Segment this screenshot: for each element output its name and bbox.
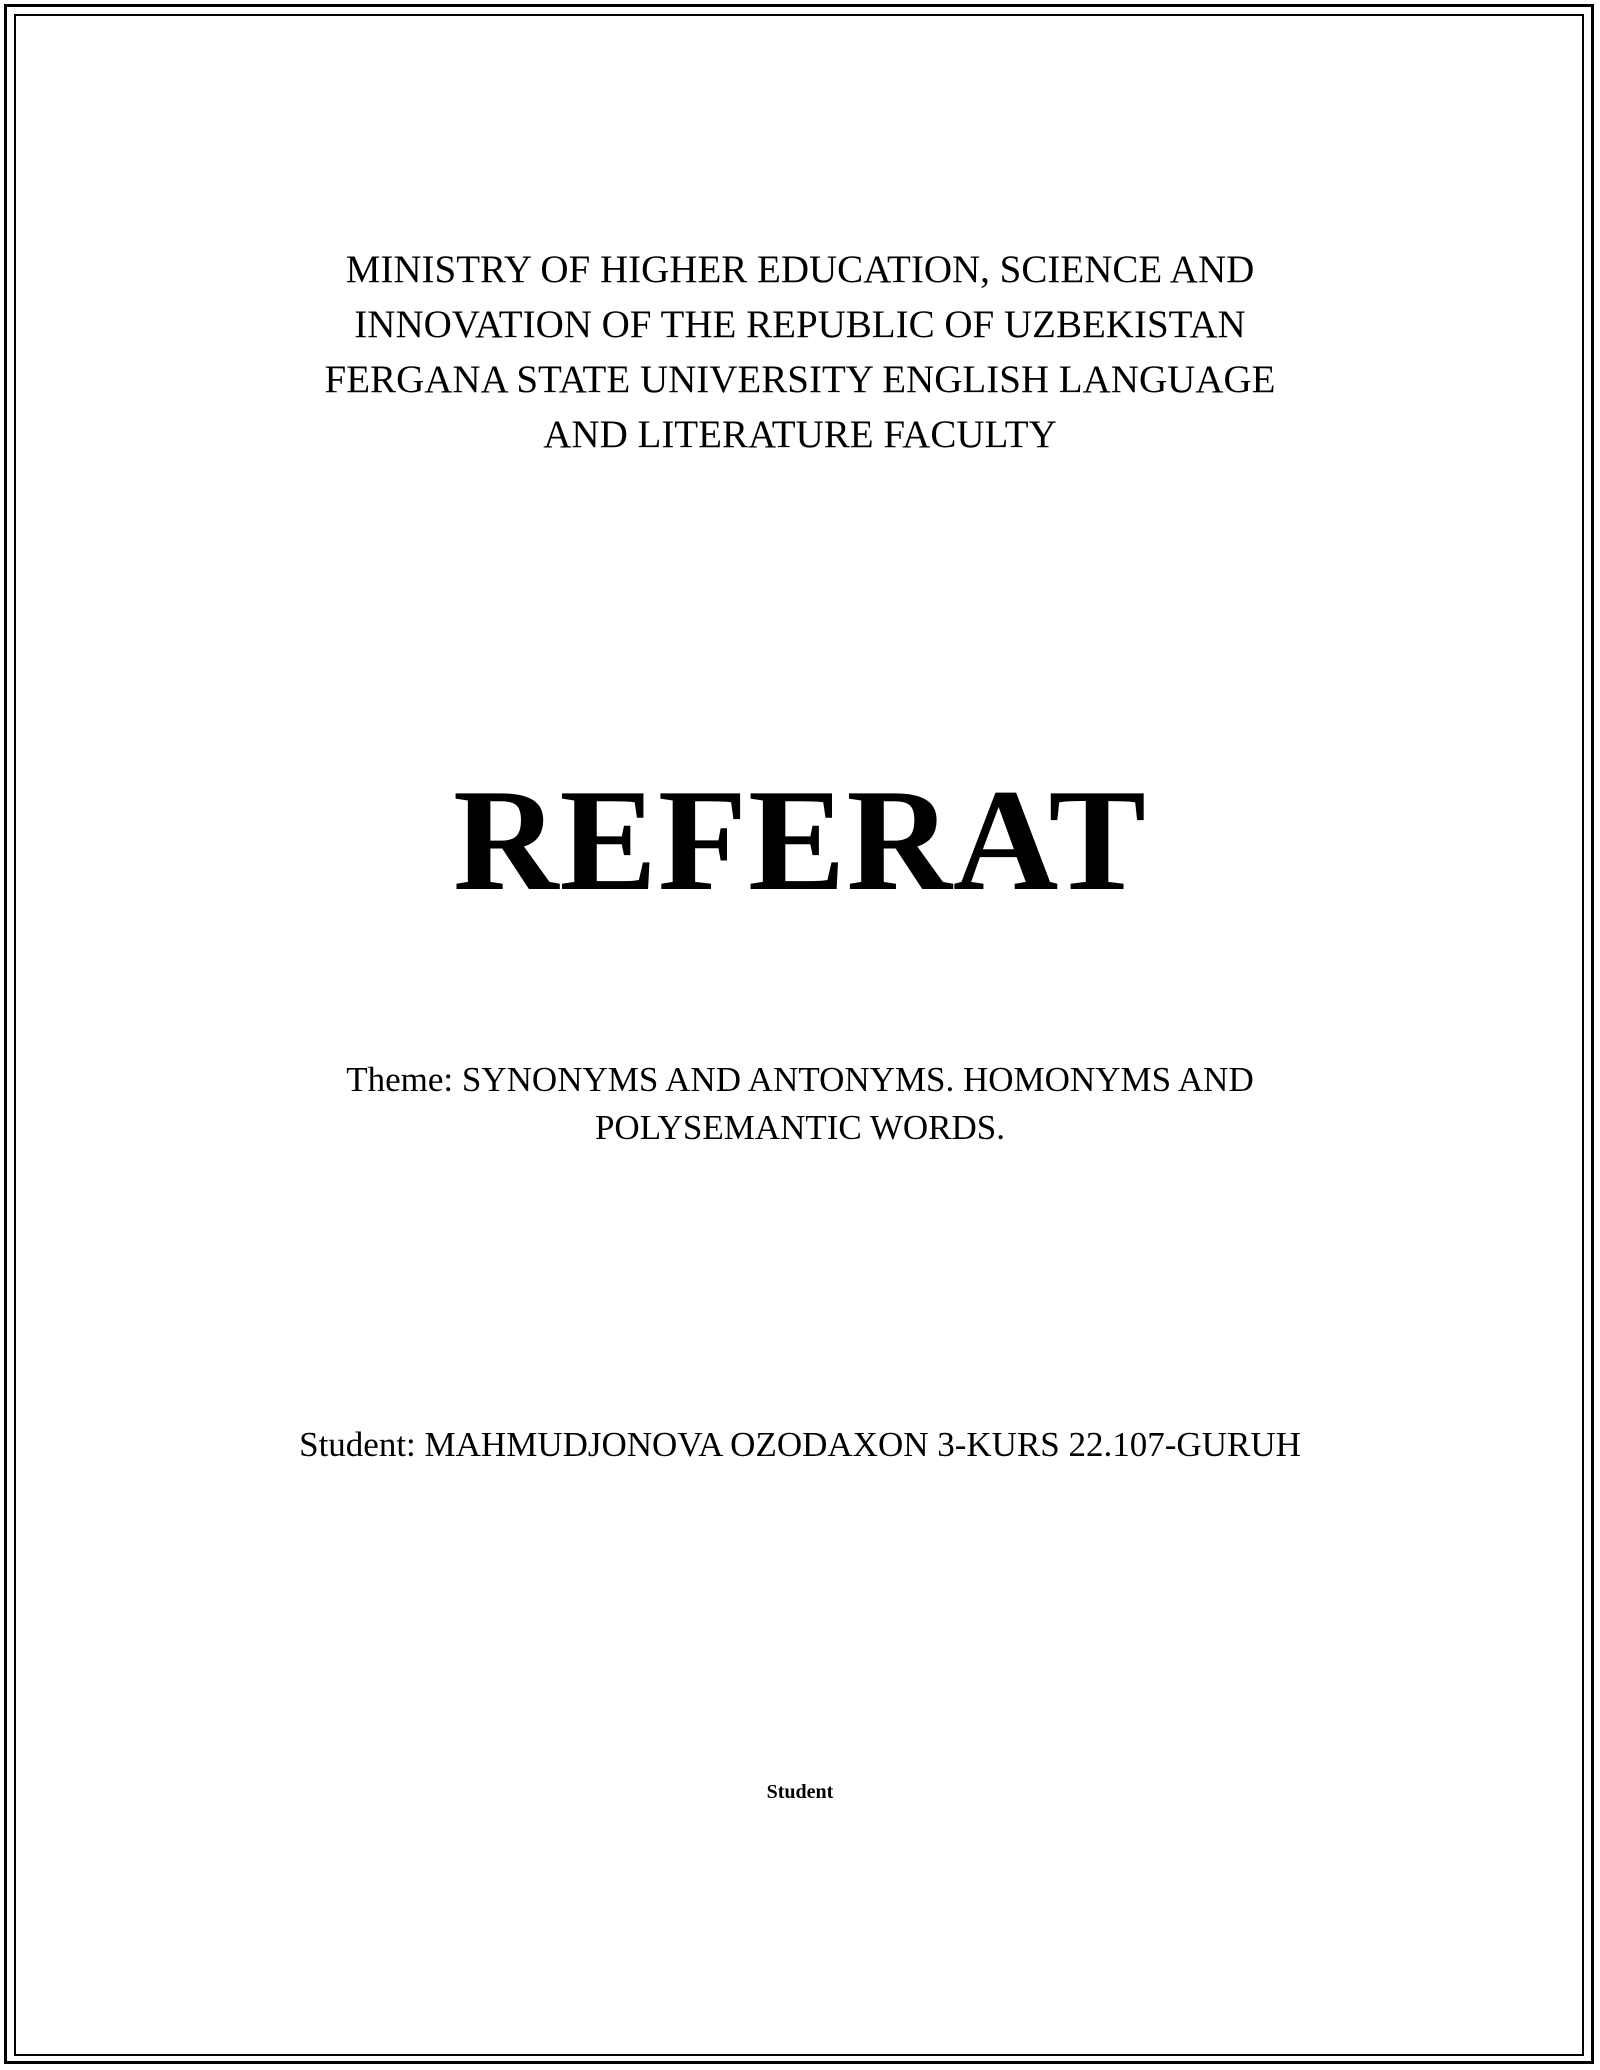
header-line-1: MINISTRY OF HIGHER EDUCATION, SCIENCE AND [345,248,1255,291]
student-info: Student: MAHMUDJONOVA OZODAXON 3-KURS 22.107-GURUH [299,1425,1301,1464]
institution-header [200,242,1400,462]
header-line-2: INNOVATION OF THE REPUBLIC OF UZBEKISTAN [354,303,1246,346]
header-line-3: FERGANA STATE UNIVERSITY ENGLISH LANGUAGE [324,358,1276,401]
student-footer-label: Student [766,1781,834,1803]
theme-line-2: POLYSEMANTIC WORDS. [594,1108,1006,1147]
theme-line-1: Theme: SYNONYMS AND ANTONYMS. HOMONYMS AND [346,1060,1254,1099]
theme-text [200,1056,1400,1152]
document-title: REFERAT [453,759,1147,921]
header-line-4: AND LITERATURE FACULTY [543,413,1057,456]
